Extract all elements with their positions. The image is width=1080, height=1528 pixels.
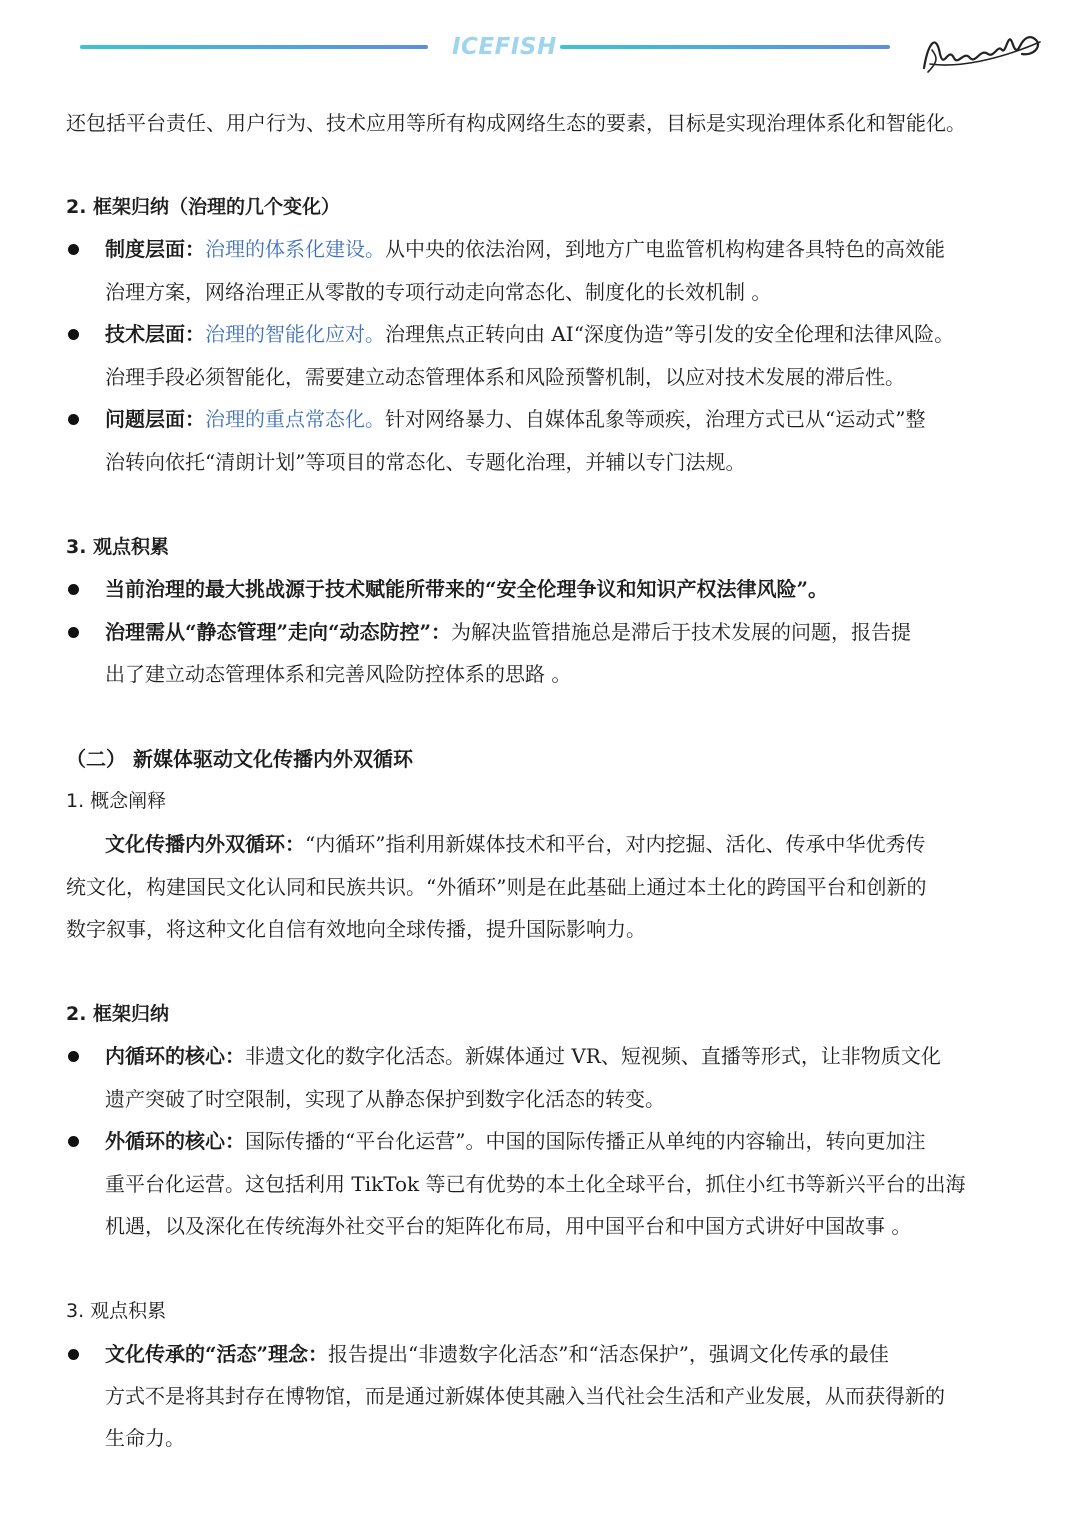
bullet-icon (68, 329, 79, 340)
section-heading: 3. 观点积累 (66, 536, 170, 558)
section-heading: 2. 框架归纳（治理的几个变化） (66, 196, 341, 218)
bullet-label: 治理需从“静态管理”走向“动态防控”： (105, 620, 452, 644)
bullet-label: 外循环的核心： (105, 1129, 245, 1153)
header-line-right (560, 45, 890, 49)
bullet-label: 制度层面： (105, 237, 205, 261)
bullet-label: 文化传承的“活态”理念： (105, 1342, 329, 1366)
bullet-item (105, 617, 911, 647)
bullet-item (105, 404, 925, 434)
bullet-continuation: 生命力。 (105, 1426, 185, 1450)
bullet-item: 当前治理的最大挑战源于技术赋能所带来的“安全伦理争议和知识产权法律风险”。 (105, 577, 829, 601)
bullet-item (105, 1041, 941, 1071)
header-line-left (80, 45, 428, 49)
bullet-icon (68, 584, 79, 595)
bullet-label: 技术层面： (105, 322, 205, 346)
bullet-text: 国际传播的“平台化运营”。中国的国际传播正从单纯的内容输出，转向更加注 (245, 1129, 926, 1153)
section-heading: 1. 概念阐释 (66, 790, 167, 812)
icefish-logo: ICEFISH (452, 34, 557, 60)
section-heading: 3. 观点积累 (66, 1300, 167, 1322)
bullet-continuation: 治理方案，网络治理正从零散的专项行动走向常态化、制度化的长效机制 。 (105, 280, 772, 304)
bullet-continuation: 治理手段必须智能化，需要建立动态管理体系和风险预警机制，以应对技术发展的滞后性。 (105, 365, 905, 389)
paragraph-line (105, 829, 925, 859)
bullet-icon (68, 627, 79, 638)
bullet-continuation: 机遇，以及深化在传统海外社交平台的矩阵化布局，用中国平台和中国方式讲好中国故事 。 (105, 1214, 912, 1238)
signature-logo (918, 24, 1046, 80)
bullet-continuation: 出了建立动态管理体系和完善风险防控体系的思路 。 (105, 662, 572, 686)
highlight-text: 治理的体系化建设。 (205, 237, 385, 261)
highlight-text: 治理的智能化应对。 (205, 322, 385, 346)
bullet-item (105, 1339, 889, 1369)
bullet-text: 针对网络暴力、自媒体乱象等顽疾，治理方式已从“运动式”整 (385, 407, 926, 431)
bullet-icon (68, 244, 79, 255)
bullet-label: 问题层面： (105, 407, 205, 431)
bullet-text: 报告提出“非遗数字化活态”和“活态保护”，强调文化传承的最佳 (328, 1342, 889, 1366)
bullet-continuation: 遗产突破了时空限制，实现了从静态保护到数字化活态的转变。 (105, 1087, 665, 1111)
bullet-item (105, 1126, 925, 1156)
chapter-title: （二） 新媒体驱动文化传播内外双循环 (66, 747, 413, 771)
paragraph-line: 统文化，构建国民文化认同和民族共识。“外循环”则是在此基础上通过本土化的跨国平台和创新的 (66, 875, 927, 899)
bullet-icon (68, 1051, 79, 1062)
bullet-icon (68, 1349, 79, 1360)
bullet-icon (68, 414, 79, 425)
bullet-text: 为解决监管措施总是滞后于技术发展的问题，报告提 (451, 620, 912, 644)
bullet-continuation: 方式不是将其封存在博物馆，而是通过新媒体使其融入当代社会生活和产业发展，从而获得新的 (105, 1384, 945, 1408)
bullet-item (105, 234, 945, 264)
paragraph-line: 还包括平台责任、用户行为、技术应用等所有构成网络生态的要素，目标是实现治理体系化和智能化。 (66, 111, 966, 135)
bullet-text: 非遗文化的数字化活态。新媒体通过 VR、短视频、直播等形式，让非物质文化 (245, 1044, 941, 1068)
highlight-text: 治理的重点常态化。 (205, 407, 385, 431)
bullet-item (105, 319, 954, 349)
paragraph-line: 数字叙事，将这种文化自信有效地向全球传播，提升国际影响力。 (66, 917, 646, 941)
bullet-text: 治理焦点正转向由 AI“深度伪造”等引发的安全伦理和法律风险。 (385, 322, 955, 346)
bullet-continuation: 治转向依托“清朗计划”等项目的常态化、专题化治理，并辅以专门法规。 (105, 450, 746, 474)
bullet-continuation: 重平台化运营。这包括利用 TikTok 等已有优势的本土化全球平台，抓住小红书等新兴平台的出海 (105, 1172, 966, 1196)
paragraph-text: “内循环”指利用新媒体技术和平台，对内挖掘、活化、传承中华优秀传 (305, 832, 926, 856)
section-heading: 2. 框架归纳 (66, 1003, 170, 1025)
bullet-label: 内循环的核心： (105, 1044, 245, 1068)
paragraph-label: 文化传播内外双循环： (105, 832, 305, 856)
bullet-icon (68, 1136, 79, 1147)
page-header (0, 0, 1080, 90)
bullet-text: 从中央的依法治网，到地方广电监管机构构建各具特色的高效能 (385, 237, 945, 261)
